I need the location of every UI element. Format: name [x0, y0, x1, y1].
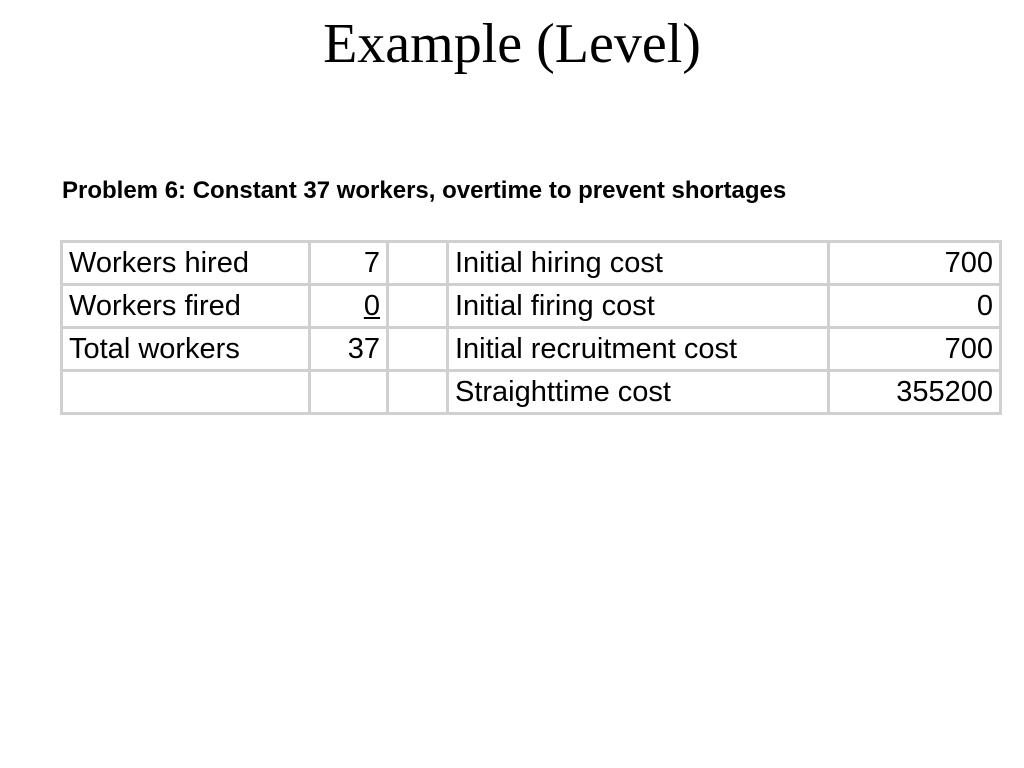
spacer-cell[interactable] — [388, 371, 448, 414]
initial-recruitment-cost-label[interactable]: Initial recruitment cost — [448, 328, 829, 371]
table-row-straighttime-cost — [62, 371, 1001, 414]
spacer-cell[interactable] — [388, 328, 448, 371]
initial-firing-cost-value[interactable]: 0 — [829, 285, 1001, 328]
workers-hired-value[interactable]: 7 — [310, 242, 388, 285]
initial-firing-cost-label[interactable]: Initial firing cost — [448, 285, 829, 328]
table-row-workers-hired — [62, 242, 1001, 285]
total-workers-label[interactable]: Total workers — [62, 328, 310, 371]
initial-recruitment-cost-value[interactable]: 700 — [829, 328, 1001, 371]
workers-fired-label[interactable]: Workers fired — [62, 285, 310, 328]
problem-heading: Problem 6: Constant 37 workers, overtime to prevent shortages — [62, 177, 787, 204]
straighttime-cost-label[interactable]: Straighttime cost — [448, 371, 829, 414]
empty-label-cell[interactable] — [62, 371, 310, 414]
cost-table — [60, 240, 1002, 415]
empty-value-cell[interactable] — [310, 371, 388, 414]
workers-fired-value-cell[interactable] — [310, 285, 388, 328]
workers-hired-label[interactable]: Workers hired — [62, 242, 310, 285]
table-row-total-workers — [62, 328, 1001, 371]
initial-hiring-cost-label[interactable]: Initial hiring cost — [448, 242, 829, 285]
total-workers-value[interactable]: 37 — [310, 328, 388, 371]
straighttime-cost-value[interactable]: 355200 — [829, 371, 1001, 414]
spacer-cell[interactable] — [388, 285, 448, 328]
spacer-cell[interactable] — [388, 242, 448, 285]
workers-fired-value: 0 — [363, 290, 380, 322]
table-row-workers-fired — [62, 285, 1001, 328]
initial-hiring-cost-value[interactable]: 700 — [829, 242, 1001, 285]
slide-title: Example (Level) — [323, 13, 701, 75]
